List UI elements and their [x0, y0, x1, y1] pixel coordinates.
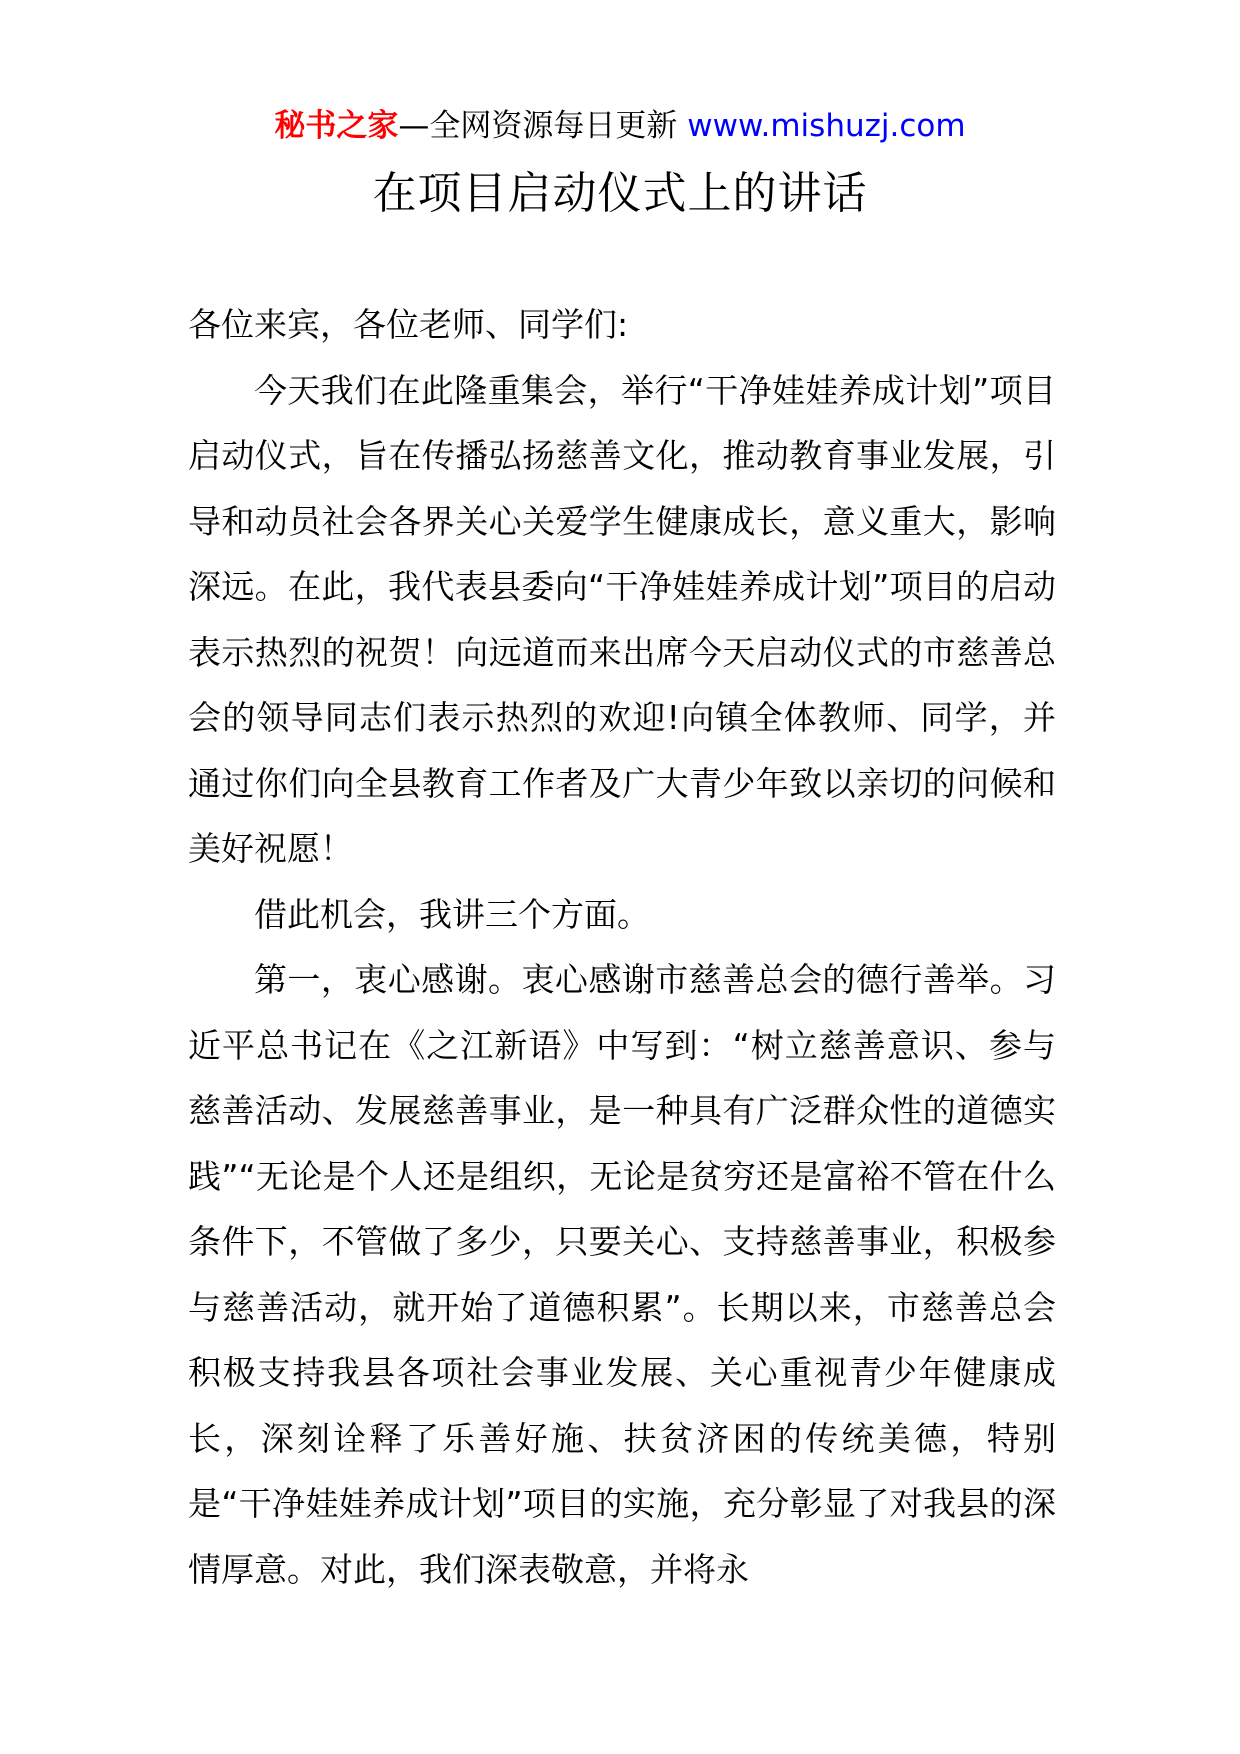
paragraph-opening: 今天我们在此隆重集会，举行“干净娃娃养成计划”项目启动仪式，旨在传播弘扬慈善文化，推动教育事业发展，引导和动员社会各界关心关爱学生健康成长，意义重大，影响深远。在此，我代表县委向“干净娃娃养成计划”项目的启动表示热烈的祝贺！向远道而来出席今天启动仪式的市慈善总会的领导同志们表示热烈的欢迎!向镇全体教师、同学，并通过你们向全县教育工作者及广大青少年致以亲切的问候和美好祝愿！: [188, 370, 1056, 868]
site-url-link[interactable]: www.mishuzj.com: [687, 108, 966, 144]
site-header: [0, 104, 1240, 148]
salutation: 各位来宾，各位老师、同学们:: [188, 305, 629, 344]
header-slogan: —全网资源每日更新: [398, 108, 688, 144]
document-body: [188, 292, 1056, 1602]
brand-name: 秘书之家: [274, 108, 399, 144]
document-title: 在项目启动仪式上的讲话: [372, 168, 868, 219]
paragraph-first-point: 第一，衷心感谢。衷心感谢市慈善总会的德行善举。习近平总书记在《之江新语》中写到：“树立慈善意识、参与慈善活动、发展慈善事业，是一种具有广泛群众性的道德实践”“无论是个人还是组织，无论是贫穷还是富裕不管在什么条件下，不管做了多少，只要关心、支持慈善事业，积极参与慈善活动，就开始了道德积累”。长期以来，市慈善总会积极支持我县各项社会事业发展、关心重视青少年健康成长，深刻诠释了乐善好施、扶贫济困的传统美德，特别是“干净娃娃养成计划”项目的实施，充分彰显了对我县的深情厚意。对此，我们深表敬意，并将永: [188, 960, 1056, 1589]
paragraph-outline: 借此机会，我讲三个方面。: [254, 894, 650, 934]
